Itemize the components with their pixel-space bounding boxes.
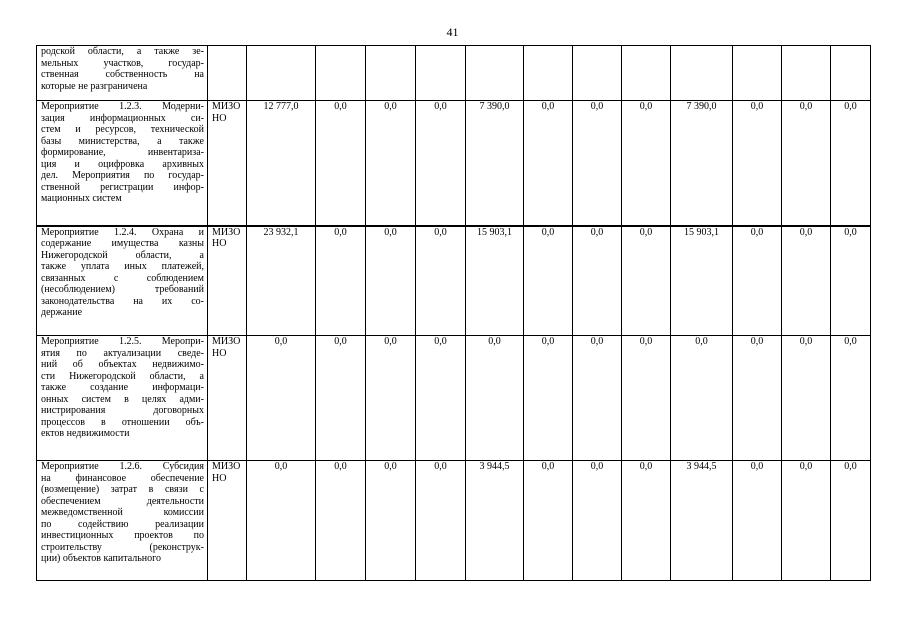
- activity-name-line: Мероприятие 1.2.5. Меропри-: [41, 336, 204, 347]
- value-cell: 0,0: [622, 461, 671, 581]
- activity-name-line: также уплата иных платежей,: [41, 261, 204, 272]
- page-number: 41: [446, 25, 459, 39]
- activity-name-line: связанных с соблюдением: [41, 272, 204, 284]
- value-cell: 0,0: [782, 461, 831, 581]
- value-cell: 0,0: [316, 461, 366, 581]
- value-cell: [782, 46, 831, 101]
- executor-line: МИЗО: [212, 336, 241, 347]
- value-cell: 0,0: [524, 101, 573, 226]
- executor-line: МИЗО: [212, 101, 241, 112]
- activity-name-line: строительству (реконструк-: [41, 541, 204, 553]
- activity-name-line: ятия по актуализации сведе-: [41, 347, 204, 359]
- value-cell: 0,0: [622, 226, 671, 336]
- activity-name-line: мационных систем: [41, 193, 122, 204]
- value-cell: 3 944,5: [466, 461, 524, 581]
- activity-name-line: базы министерства, а также: [41, 135, 204, 147]
- activity-name-line: ектов недвижимости: [41, 428, 130, 439]
- activity-name-line: Мероприятие 1.2.4. Охрана и: [41, 226, 204, 238]
- activity-name-line: ственная собственность на: [41, 69, 204, 80]
- value-cell: 0,0: [466, 336, 524, 461]
- executor-cell: [208, 336, 247, 461]
- value-cell: [831, 46, 871, 101]
- activity-name-line: нистрирования договорных: [41, 405, 204, 416]
- value-cell: 15 903,1: [466, 226, 524, 336]
- executor-cell: [208, 46, 247, 101]
- value-cell: [622, 46, 671, 101]
- activity-name-line: зация информационных си-: [41, 112, 204, 124]
- activity-name-line: по содействию реализации: [41, 518, 204, 530]
- activity-name-line: стем и ресурсов, технической: [41, 124, 204, 135]
- executor-line: НО: [212, 347, 227, 359]
- activity-name-line: которые не разграничена: [41, 80, 148, 92]
- activity-name-line: межведомственной комиссии: [41, 507, 204, 518]
- table-row: [37, 101, 871, 226]
- value-cell: 0,0: [573, 226, 622, 336]
- activity-name-line: обеспечением деятельности: [41, 495, 204, 507]
- value-cell: 0,0: [831, 336, 871, 461]
- activity-name-line: также создание информаци-: [41, 382, 204, 393]
- budget-table: [36, 45, 871, 581]
- value-cell: 0,0: [316, 336, 366, 461]
- activity-name-line: Мероприятие 1.2.3. Модерни-: [41, 101, 204, 112]
- value-cell: 0,0: [247, 336, 316, 461]
- value-cell: 0,0: [622, 336, 671, 461]
- value-cell: 0,0: [416, 226, 466, 336]
- table-row: [37, 226, 871, 336]
- value-cell: 0,0: [671, 336, 733, 461]
- value-cell: 0,0: [366, 101, 416, 226]
- activity-name-line: ний об объектах недвижимо-: [41, 359, 204, 370]
- executor-cell: [208, 101, 247, 226]
- value-cell: 7 390,0: [671, 101, 733, 226]
- activity-name-line: ственной регистрации инфор-: [41, 181, 204, 193]
- value-cell: 0,0: [247, 461, 316, 581]
- activity-name-line: Мероприятие 1.2.6. Субсидия: [41, 461, 204, 472]
- value-cell: 0,0: [733, 336, 782, 461]
- value-cell: 12 777,0: [247, 101, 316, 226]
- value-cell: 3 944,5: [671, 461, 733, 581]
- executor-line: МИЗО: [212, 461, 241, 472]
- executor-line: МИЗО: [212, 226, 241, 238]
- activity-name-line: процессов в отношении объ-: [41, 416, 204, 428]
- value-cell: 0,0: [524, 336, 573, 461]
- value-cell: 0,0: [573, 336, 622, 461]
- value-cell: 0,0: [831, 101, 871, 226]
- value-cell: [366, 46, 416, 101]
- value-cell: [316, 46, 366, 101]
- value-cell: [671, 46, 733, 101]
- activity-name-cell: [37, 336, 208, 461]
- activity-name-line: мельных участков, государ-: [41, 57, 204, 69]
- value-cell: 0,0: [316, 101, 366, 226]
- activity-name-line: дел. Мероприятия по государ-: [41, 170, 204, 181]
- value-cell: 0,0: [573, 461, 622, 581]
- value-cell: 7 390,0: [466, 101, 524, 226]
- value-cell: 0,0: [366, 461, 416, 581]
- value-cell: [573, 46, 622, 101]
- activity-name-line: держание: [41, 307, 83, 318]
- value-cell: 0,0: [366, 226, 416, 336]
- value-cell: [524, 46, 573, 101]
- activity-name-line: на финансовое обеспечение: [41, 472, 204, 484]
- value-cell: 0,0: [524, 226, 573, 336]
- value-cell: 15 903,1: [671, 226, 733, 336]
- value-cell: 0,0: [733, 461, 782, 581]
- value-cell: 0,0: [524, 461, 573, 581]
- value-cell: 0,0: [733, 101, 782, 226]
- value-cell: 0,0: [416, 336, 466, 461]
- activity-name-line: содержание имущества казны: [41, 238, 204, 249]
- executor-cell: [208, 226, 247, 336]
- executor-line: НО: [212, 238, 227, 249]
- activity-name-line: (возмещение) затрат в связи с: [41, 484, 204, 495]
- value-cell: 0,0: [316, 226, 366, 336]
- activity-name-line: Нижегородской области, а: [41, 249, 204, 261]
- value-cell: 0,0: [831, 226, 871, 336]
- value-cell: [733, 46, 782, 101]
- value-cell: 0,0: [831, 461, 871, 581]
- executor-line: НО: [212, 472, 227, 484]
- table-row: [37, 336, 871, 461]
- activity-name-cell: [37, 46, 208, 101]
- activity-name-line: инвестиционных проектов по: [41, 530, 204, 541]
- executor-line: НО: [212, 112, 227, 124]
- value-cell: 0,0: [366, 336, 416, 461]
- value-cell: 0,0: [733, 226, 782, 336]
- activity-name-line: законодательства на их со-: [41, 295, 204, 307]
- activity-name-line: ции) объектов капитального: [41, 553, 162, 564]
- value-cell: [247, 46, 316, 101]
- activity-name-line: (несоблюдением) требований: [41, 284, 204, 295]
- value-cell: 0,0: [782, 101, 831, 226]
- table-row: [37, 46, 871, 101]
- executor-cell: [208, 461, 247, 581]
- value-cell: [466, 46, 524, 101]
- value-cell: 0,0: [782, 226, 831, 336]
- activity-name-line: онных систем в целях адми-: [41, 393, 204, 405]
- value-cell: 0,0: [782, 336, 831, 461]
- activity-name-line: родской области, а также зе-: [41, 46, 204, 57]
- value-cell: 0,0: [622, 101, 671, 226]
- activity-name-cell: [37, 226, 208, 336]
- activity-name-line: ция и оцифровка архивных: [41, 158, 204, 170]
- value-cell: 0,0: [573, 101, 622, 226]
- value-cell: 0,0: [416, 461, 466, 581]
- value-cell: 0,0: [416, 101, 466, 226]
- table-row: [37, 461, 871, 581]
- activity-name-cell: [37, 101, 208, 226]
- activity-name-line: формирование, инвентариза-: [41, 147, 204, 158]
- activity-name-cell: [37, 461, 208, 581]
- value-cell: 23 932,1: [247, 226, 316, 336]
- value-cell: [416, 46, 466, 101]
- activity-name-line: сти Нижегородской области, а: [41, 370, 204, 382]
